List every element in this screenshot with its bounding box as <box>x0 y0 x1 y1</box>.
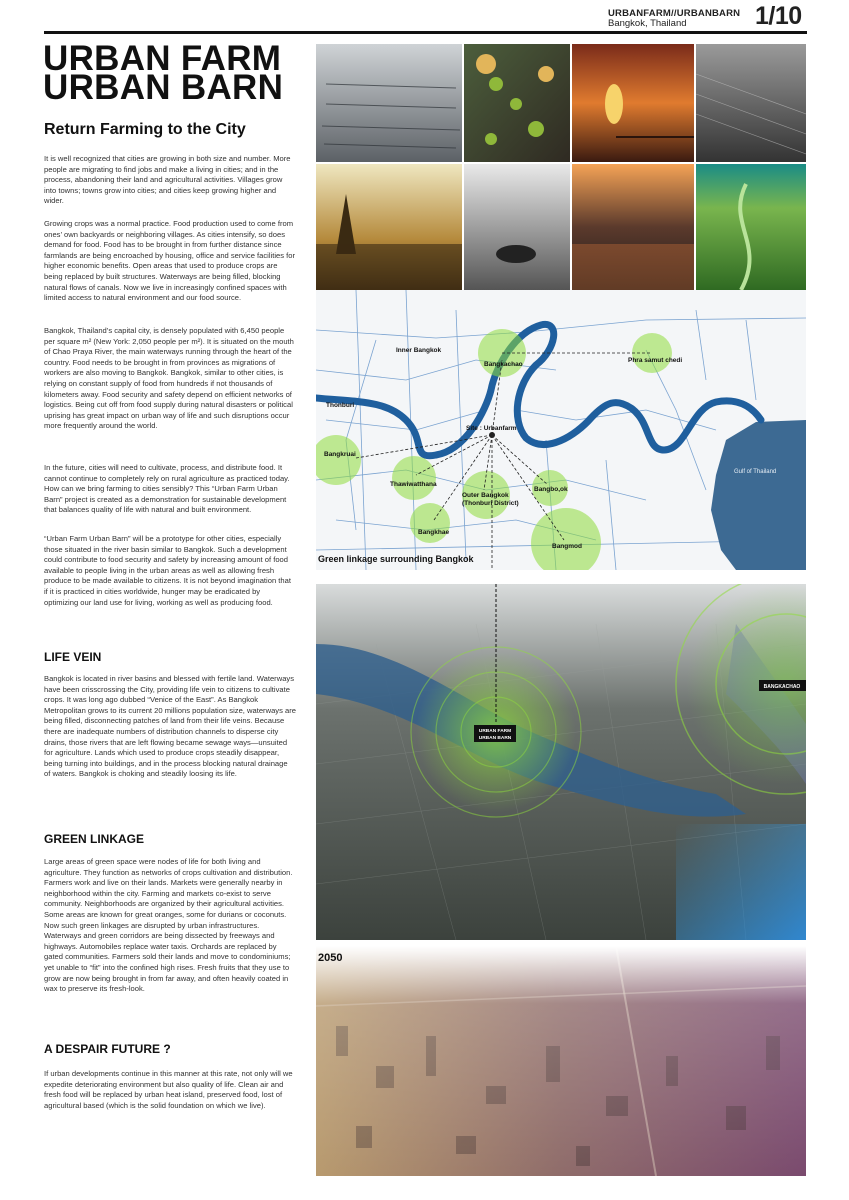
green-linkage-map <box>316 290 806 570</box>
intro-paragraph-1: It is well recognized that cities are growing in both size and number. More people are migrating to find jobs and make a living in cities; and in the process, abandoning their land and agricultural activities. Villages grow into towns; towns grow into cities; and cities keep growing higher and wider. <box>44 154 291 206</box>
map-caption: Green linkage surrounding Bangkok <box>318 554 474 564</box>
photo-rice-field-bw <box>696 44 806 162</box>
label-bangkruai: Bangkruai <box>324 451 356 458</box>
bangkachao-tag-label: BANGKACHAO <box>763 684 801 690</box>
page-number: 1/10 <box>755 2 802 30</box>
page-title <box>43 39 284 107</box>
photo-sunset-boat <box>572 44 694 162</box>
label-thonburi: Thonburi <box>326 402 355 409</box>
future-year-label: 2050 <box>318 952 343 964</box>
intro-paragraph-2: Growing crops was a normal practice. Food production used to come from ones’ own backyards or neighboring villages. As cities intensify, so does demand for food. Food has to be brought in from further distance since farmlands are being encroached by housing, office and service facilities for higher economic benefits. Open areas that used to produce crops are being replaced by built structures. Waterways are being filled, blocking natural flows of canals. Now we live in increasingly confined spaces with limited access to natural environment and our food source. <box>44 219 296 303</box>
page-subtitle: Return Farming to the City <box>44 121 246 138</box>
site-marker <box>489 432 495 438</box>
label-bangmod: Bangmod <box>552 543 582 550</box>
life-vein-heading: LIFE VEIN <box>44 650 102 664</box>
despair-future-text: If urban developments continue in this manner at this rate, not only will we expedite deteriorating environment but also quality of life. Clean air and fresh food will be replaced by urban heat island, preserved food, lost of agricultural based (which is the solid foundation on which we live). <box>44 1069 293 1110</box>
label-thawiwatthana: Thawiwatthana <box>390 481 437 488</box>
label-phra-samut-chedi: Phra samut chedi <box>628 357 683 364</box>
label-site: Site : Urbanfarm <box>466 425 517 432</box>
photo-collage <box>316 44 806 290</box>
urban-farm-tag-line-2: URBAN BARN <box>478 736 512 741</box>
title-line-1: URBAN FARM <box>43 39 282 78</box>
label-outer-bangkok: Outer Bangkok <box>462 492 509 499</box>
life-vein-text: Bangkok is located in river basins and blessed with fertile land. Waterways have been crisscrossing the City, providing life vein to citizens to cultivate crops. It was long ago dubbed “Venice of the East”. As Bangkok Metropolitan grows to its current 20 millions population size, waterways are being filled, disconnecting patches of land from their life veins. Because there are inadequate numbers of distribution channels to disperse city drains, those rivers that are left flowing became sewage ways—unsuited for agriculture. Lands which used to produce crops steadily disappear, being turning into buildings, and in the process blocking natural drainage of waters. Bangkok is choking and steadily loosing its life. <box>44 674 296 779</box>
label-gulf-of-thailand: Gulf of Thailand <box>734 469 777 475</box>
label-bangkhae: Bangkhae <box>418 529 450 536</box>
intro-paragraph-4: In the future, cities will need to cultivate, process, and distribute food. It cannot continue to completely rely on rural agriculture as practiced today. How can we bring farming to cities sensibly? This “Urban Farm Urban Barn” project is created as a demonstration for sustainable development that balances quality of life with natural and built environment. <box>44 463 290 515</box>
project-name: URBANFARM//URBANBARN <box>608 8 741 19</box>
intro-paragraph-5: “Urban Farm Urban Barn” will be a prototype for other cities, especially those situated in the river basin similar to Bangkok. Such a development could contribute to food security and safety by increasing amount of food available to people living in the urban areas as well as allowing fresh produce to be made available to citizens. It is not beyond imagination that if it is practiced in cities worldwide, hunger may be eradicated by optimizing our land use for living, working as well as producing food. <box>44 534 291 607</box>
future-2050-photo <box>316 946 806 1176</box>
green-linkage-heading: GREEN LINKAGE <box>44 832 145 846</box>
header-rule <box>44 31 807 34</box>
label-bangbo: Bangbo,ok <box>534 486 568 493</box>
project-location: Bangkok, Thailand <box>608 18 687 29</box>
green-zone-thawiwatthana <box>392 456 436 500</box>
aerial-photo <box>316 584 806 940</box>
title-line-2: URBAN BARN <box>43 68 284 107</box>
label-outer-bangkok-sub: (Thonburi District) <box>462 500 519 507</box>
photo-boat-reflection <box>464 164 570 290</box>
green-zone-bangkhae <box>410 503 450 543</box>
urban-farm-tag-line-1: URBAN FARM <box>478 729 512 734</box>
label-inner-bangkok: Inner Bangkok <box>396 347 442 354</box>
photo-green-paddy <box>696 164 806 290</box>
intro-paragraph-3: Bangkok, Thailand’s capital city, is densely populated with 6,450 people per square m² (New York: 2,050 people per m²). It is situated on the mouth of Chao Praya River, the main waterways running through the heart of the country. Food needs to be brought in from provinces as migrations of workers are also moving to Bangkok. Bangkok, similar to other cities, is relying on constant supply of food from hundreds if not thousands of kilometers away. Food security and safety depend on efficient networks of logistics. Being cut off from food supply during natural disasters or political uprising has great impact on urban way of life and such disruptions occur more frequently around the world. <box>44 326 294 431</box>
despair-future-heading: A DESPAIR FUTURE ? <box>44 1042 171 1056</box>
green-linkage-text: Large areas of green space were nodes of life for both living and agriculture. They function as networks of crops cultivation and distribution. Farmers work and live on their lands. Markets were generally nearby in neighborhood within the city. Farming and markets co-exist to serve community. Neighborhoods are organized by their agricultural activities. Some areas are known for great oranges, some for durians or coconuts. Now such green linkages are disrupted by urban infrastructures. Waterways and green corridors are being dissected by freeways and highways. Automobiles replace water taxis. Orchards are replaced by gated communities. Farmers sold their lands and move to condominiums; yet unable to “fit” into the confined high rises. Fresh fruits that they use to grow are now being brought in from far away, and often heavily coated in wax to preserve its fresh-look. <box>44 857 293 994</box>
label-bangkachao: Bangkachao <box>484 361 523 368</box>
